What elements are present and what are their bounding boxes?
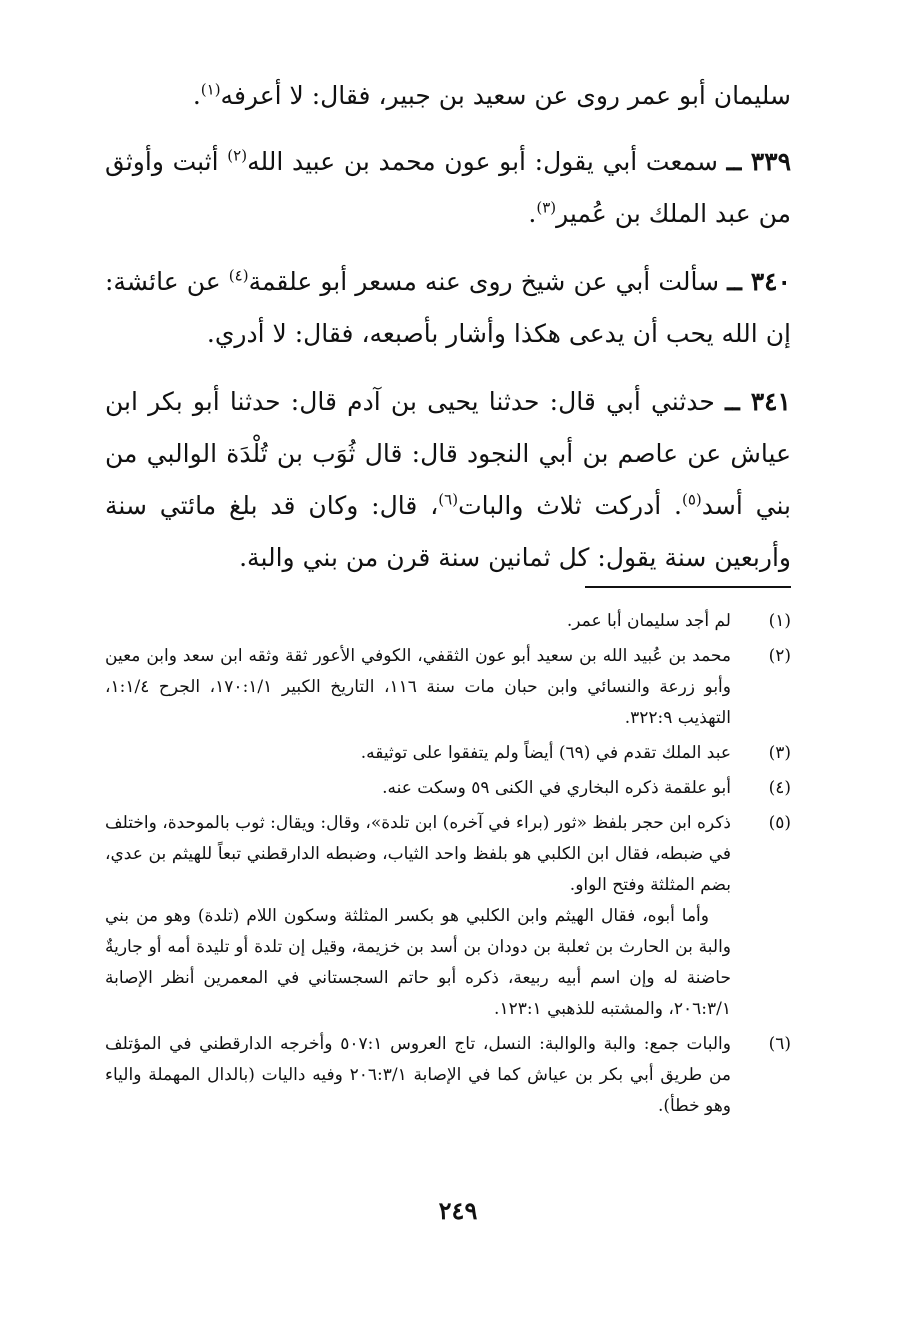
entry-text: سألت أبي عن شيخ روى عنه مسعر أبو علقمة [248,267,720,296]
entry-text: عن عائشة: إن الله يحب أن يدعى هكذا وأشار بأصبعه، فقال: لا أدري. [105,267,791,348]
paragraph-end: . [192,81,201,110]
entry-text: سمعت أبي يقول: أبو عون محمد بن عبيد الله [247,147,718,176]
footnote-4 [105,773,791,804]
footnotes [105,606,791,1126]
entry-number: ٣٤٠ ــ [727,267,791,296]
entry-text: أثبت وأوثق من عبد الملك بن عُمير [105,147,791,228]
entry-text: . أدركت ثلاث والبات [458,491,682,520]
paragraph-continuation [105,70,791,122]
entry-end: . [528,199,537,228]
entry-340 [105,256,791,360]
entry-text: ، قال: وكان قد بلغ مائتي سنة وأربعين سنة يقول: كل ثمانين سنة قرن من بني والبة. [105,491,791,572]
footnote-divider [585,586,791,588]
footnote-text: أبو علقمة ذكره البخاري في الكنى ٥٩ وسكت عنه. [382,778,731,798]
entry-text: حدثني أبي قال: حدثنا يحيى بن آدم قال: حدثنا أبو بكر ابن عياش عن عاصم بن أبي النجود قال: قال ثُوَب بن تُلْدَة الوالبي من بني أسد [105,387,791,520]
footnote-ref[interactable]: (١) [200,80,221,99]
entry-341 [105,376,791,584]
entry-number: ٣٣٩ ــ [726,147,792,176]
footnote-text: والبات جمع: والبة والوالبة: النسل، تاج العروس ٥٠٧:١ وأخرجه الدارقطني في المؤتلف من طريق أبي بكر بن عياش كما في الإصابة ٢٠٦:٣/١ وفيه داليات (بالدال المهملة والياء وهو خطأ). [105,1034,731,1116]
footnote-ref[interactable]: (٤) [228,266,249,285]
footnote-6 [105,1029,791,1122]
footnote-5 [105,808,791,1025]
main-text [105,70,791,600]
footnote-ref[interactable]: (٢) [227,146,248,165]
entry-number: ٣٤١ ــ [725,387,791,416]
footnote-number: (٦) [768,1034,791,1054]
footnote-3 [105,738,791,769]
footnote-number: (٥) [768,813,791,833]
footnote-text: عبد الملك تقدم في (٦٩) أيضاً ولم يتفقوا على توثيقه. [360,743,731,763]
footnote-1 [105,606,791,637]
footnote-ref[interactable]: (٦) [438,490,459,509]
footnote-text: لم أجد سليمان أبا عمر. [566,611,731,631]
page-number: ٢٤٩ [438,1196,478,1225]
footnote-number: (١) [768,611,791,631]
footnote-number: (٢) [768,646,791,666]
footnote-ref[interactable]: (٣) [536,198,557,217]
paragraph-text: سليمان أبو عمر روى عن سعيد بن جبير، فقال: لا أعرفه [220,81,791,110]
footnote-number: (٤) [768,778,791,798]
entry-339 [105,136,791,240]
footnote-text-continued: وأما أبوه، فقال الهيثم وابن الكلبي هو بكسر المثلثة وسكون اللام (تلدة) وهو من بني والبة بن الحارث بن ثعلبة بن دودان بن أسد بن خزيمة، وقيل إن تلدة أو تليدة أمه أو جاريةٌ حاضنة له وإن اسم أبيه ربيعة، ذكره أبو حاتم السجستاني في المعمرين أنظر الإصابة ٢٠٦:٣/١، والمشتبه للذهبي ١٢٣:١. [105,906,731,1019]
footnote-ref[interactable]: (٥) [681,490,702,509]
footnote-text: محمد بن عُبيد الله بن سعيد أبو عون الثقفي، الكوفي الأعور ثقة وثقه ابن سعد وابن معين وأبو زرعة والنسائي وابن حبان مات سنة ١١٦، التاريخ الكبير ١٧٠:١/١، الجرح ١:١/٤، التهذيب ٣٢٢:٩. [105,646,731,728]
footnote-number: (٣) [768,743,791,763]
footnote-2 [105,641,791,734]
footnote-text: ذكره ابن حجر بلفظ «ثور (براء في آخره) ابن تلدة»، وقال: ويقال: ثوب بالموحدة، واختلف في ضبطه، فقال ابن الكلبي هو بلفظ واحد الثياب، وضبطه الدارقطني تبعاً للهيثم بن عدي، بضم المثلثة وفتح الواو. [105,813,731,895]
